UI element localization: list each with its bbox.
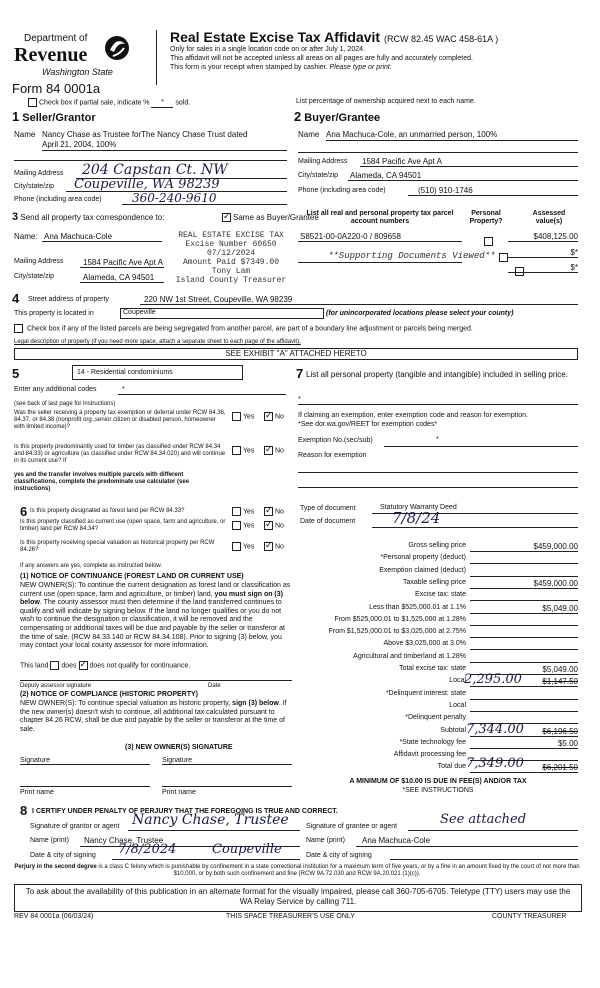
corr-name-rule [42,241,162,242]
partial-sale-row [28,98,190,108]
stamp-line3: 07/12/2024 [206,249,255,258]
dor-emblem-icon [104,32,130,66]
s6-q2: Is this property classified as current use (open space, farm and agriculture, or timber) land per RCW 84.34? [20,519,226,532]
stamp-line1: REAL ESTATE EXCISE TAX [178,231,284,240]
street-rule [140,304,578,305]
buyer-address-rule [360,166,578,167]
s5-q1-no [264,412,284,421]
s5-q2b: yes and the transfer involves multiple parcels with different classifications, complete the predominate use calculator (see instructions) [14,472,190,492]
calc-row [298,567,578,577]
see-back-note: (see back of last page for instructions) [14,401,116,407]
calc-row-label: Exemption claimed (deduct) [379,566,466,574]
calc-row-label: Above $3,025,000 at 3.0% [383,640,466,648]
calc-row-value[interactable]: $1,147.50 [542,677,578,687]
buyer-city-rule [348,180,578,181]
county-treasurer: COUNTY TREASURER [492,913,567,920]
new-owner-print2-label: Print name [162,789,196,796]
assessed-rule1 [508,241,578,242]
grantee-name-label: Name (print) [306,837,345,844]
partial-sale-label: Check box if partial sale, indicate % [39,99,150,107]
minimum-note: A MINIMUM OF $10.00 IS DUE IN FEE(S) AND/OR TAX [349,778,527,785]
notice2-text [20,700,296,734]
calc-row-label: *Delinquent penalty [405,714,466,722]
seller-name-line2[interactable]: April 21, 2004, 100% [42,140,117,149]
calc-row-rule [470,649,578,650]
calc-row-rule [470,637,578,638]
stamp-line6: Island County Treasurer [175,276,287,285]
corr-address-label: Mailing Address [14,258,64,265]
calc-row-label: *Personal property (deduct) [380,554,466,562]
reason-rule2 [298,487,578,488]
calc-row-label: Gross selling price [408,542,466,549]
notice2-title: (2) NOTICE OF COMPLIANCE (HISTORIC PROPERTY) [20,691,198,698]
s6-q3: Is this property receiving special valuation as historical property per RCW 84.26? [20,540,215,553]
personal-col-header: Personal Property? [469,210,503,225]
calc-row [298,665,578,675]
assessed-rule3 [508,272,578,273]
exempt-no-rule [384,446,578,447]
assessed-value[interactable]: $408,125.00 [533,232,578,241]
s6-note: If any answers are yes, complete as instructed below. [20,563,163,569]
header-note3b: Please type or print. [329,64,392,71]
calc-row-value[interactable]: $459,000.00 [533,542,578,551]
s6-q2-yes-checkbox[interactable] [232,521,241,530]
personal-property-rule [298,404,578,405]
land-qualify-row [20,661,190,670]
perjury-bold: Perjury in the second degree [14,864,97,870]
grantee-name-rule [356,846,578,847]
calc-row-rule [470,600,578,601]
calc-row-value[interactable]: $6,196.50 [542,726,578,736]
buyer-address-label: Mailing Address [298,158,348,165]
corr-address[interactable]: 1584 Pacific Ave Apt A [83,258,163,267]
grantor-name-label: Name (print) [30,837,69,844]
section7-title: List all personal property (tangible and intangible) included in selling price. [306,370,568,379]
section8-num: 8 [20,803,28,818]
accessibility-box: To ask about the availability of this publication in an alternate format for the visually impaired, please call 360-705-6705. Teletype (TTY) users may use the WA Relay Service by calling 711. [14,884,582,912]
buyer-name[interactable]: Ana Machuca-Cole, an unmarried person, 100% [326,130,498,139]
calc-row-label: *Delinquent interest: state [385,689,466,697]
segregated-checkbox[interactable] [14,324,23,333]
new-owner-sig1-label: Signature [20,757,50,764]
calc-row-label: Local [449,677,466,685]
form-title-ref: (RCW 82.45 WAC 458-61A ) [383,34,499,44]
grantor-city[interactable]: Coupeville [212,842,282,857]
notice1-title: (1) NOTICE OF CONTINUANCE (FOREST LAND OR CURRENT USE) [20,573,244,580]
parcel-rule1 [298,241,462,242]
calc-row [298,727,578,737]
seller-name-label: Name [14,130,36,139]
calc-row-label: From $525,000.01 to $1,525,000 at 1.28% [334,615,466,623]
assessed-col-header: Assessed value(s) [532,210,566,225]
located-select[interactable]: Coupeville [120,308,324,319]
calc-row-rule [470,699,578,700]
buyer-heading [294,111,380,124]
grantor-date-label: Date & city of signing [30,852,96,859]
sold-label: sold. [175,99,191,107]
seller-city-label: City/state/zip [14,183,55,190]
exempt-text: If claiming an exemption, enter exemption code and reason for exemption. [298,412,528,419]
calc-row-rule [470,551,578,552]
correspondence-num: 3 [12,211,19,223]
dept-line1: Department of [24,33,88,44]
calc-row [298,542,578,552]
calc-row-rule [470,613,578,614]
s5-q1-yes [232,412,254,421]
exempt-no-label: Exemption No.(sec/sub) [298,437,373,444]
calc-row-label: Total excise tax: state [399,665,466,672]
parcel-col-header: List all real and personal property tax parcel account numbers [306,210,454,225]
calc-row [298,616,578,626]
additional-codes-label: Enter any additional codes [14,386,97,393]
buyer-phone-label: Phone (including area code) [298,187,386,194]
s6-q1-yes-checkbox[interactable] [232,507,241,516]
s5-q1-no-checkbox[interactable] [264,412,273,421]
legal-label: Legal description of property (if you need more space, attach a separate sheet to each page of the affidavit). [14,339,301,345]
reason-rule1 [298,472,578,473]
calc-row [298,677,578,687]
s6-q3-no-checkbox[interactable] [264,542,273,551]
perjury-text: is a class C felony which is punishable by confinement in a state correctional institution for a maximum term of five years, or by a fine in an amount fixed by the court of not more than $10,000, or by both such confinement and fine (RCW 9A.72.030 and RCW 9A.20.021 (1)(c)). [98,864,580,877]
s6-q3-yes-label: Yes [243,543,255,551]
grantor-date-rule [112,859,300,860]
calc-row [298,690,578,700]
header-note2: This affidavit will not be accepted unless all areas on all pages are fully and accurately completed. [170,55,473,62]
seller-phone-label: Phone (including area code) [14,196,102,203]
s6-q1-yes-label: Yes [243,508,255,516]
same-as-buyer-label: Same as Buyer/Grantee [233,213,319,222]
dept-line2: Revenue [14,44,88,66]
grantee-sig-rule [408,830,578,831]
seller-address-label: Mailing Address [14,170,64,177]
legal-description[interactable]: SEE EXHIBIT "A" ATTACHED HERETO [14,348,578,360]
calc-row-rule [470,563,578,564]
calc-row-value[interactable]: $5.00 [557,738,578,748]
s5-q2-yes [232,446,254,455]
does-checkbox[interactable] [50,661,59,670]
calc-row-value[interactable]: $459,000.00 [533,578,578,588]
deputy-sig-label: Deputy assessor signature [20,683,92,689]
s5-q2-yes-label: Yes [243,447,255,455]
seller-city[interactable]: Coupeville, WA 98239 [74,177,220,192]
stamp-line2: Excise Number 60650 [185,240,277,249]
s5-q1-yes-checkbox[interactable] [232,412,241,421]
see-instructions: *SEE INSTRUCTIONS [402,787,474,794]
calc-row [298,653,578,663]
grantee-sig-label: Signature of grantee or agent [306,823,398,830]
corr-address-rule [80,267,164,268]
parcel-number[interactable]: S8521-00-0A220-0 / 809658 [300,232,401,241]
new-owner-print2-rule [162,786,292,787]
exempt-no-value[interactable]: * [436,436,439,443]
calc-row-rule [470,748,578,749]
buyer-name-rule2 [298,152,578,153]
notice2-text-b: . If the new owner(s) doesn't wish to continue, all additional tax calculated pursuant to chapter 84.26 RCW, shall be due and payable by the seller or transferor at the time of sale. [20,700,287,733]
seller-name-line1[interactable]: Nancy Chase as Trustee forThe Nancy Chase Trust dated [42,130,248,139]
buyer-city[interactable]: Alameda, CA 94501 [350,171,422,180]
buyer-name-rule [326,140,578,141]
buyer-address[interactable]: 1584 Pacific Ave Apt A [362,157,442,166]
seller-title: Seller/Grantor [22,112,96,124]
seller-name-rule2 [14,160,287,161]
perjury-notice [14,864,580,878]
parcel-rule2 [298,262,462,263]
buyer-phone[interactable]: (510) 910-1746 [418,186,473,195]
calc-row-rule [470,711,578,712]
calc-row [298,628,578,638]
partial-sale-checkbox[interactable] [28,98,37,107]
street-address[interactable]: 220 NW 1st Street, Coupeville, WA 98239 [144,295,293,304]
land-label: This land [20,662,49,670]
same-as-buyer-checkbox[interactable] [222,213,231,222]
calc-row [298,714,578,724]
buyer-phone-rule [408,195,578,196]
s6-q1-no-label: No [275,508,284,516]
calc-row-label: Subtotal [440,726,466,734]
form-number: Form 84 0001a [12,81,101,96]
grantor-signature[interactable]: Nancy Chase, Trustee [132,812,289,828]
s6-q1-no [264,507,284,516]
located-label: This property is located in [14,310,94,317]
calc-row-label: From $1,525,000.01 to $3,025,000 at 2.75% [328,628,466,636]
s5-q2-no-label: No [275,447,284,455]
dept-line3: Washington State [42,67,113,77]
header-note3 [170,64,392,72]
calc-row-label: Excise tax: state [415,591,466,599]
corr-city-label: City/state/zip [14,273,55,280]
s6-q3-yes [232,542,254,551]
s6-q2-no-label: No [275,522,284,530]
calc-row-label: Taxable selling price [402,578,466,586]
calc-row [298,604,578,614]
corr-city-rule [80,282,164,283]
calc-row-rule [470,662,578,663]
additional-codes-rule [118,394,286,395]
s6-q3-yes-checkbox[interactable] [232,542,241,551]
calc-row-value[interactable]: $5,049.00 [542,665,578,674]
hw-subtotal[interactable]: 7,344.00 [466,722,524,737]
s6-q2-no-checkbox[interactable] [264,521,273,530]
seller-heading [12,111,96,124]
grantee-name[interactable]: Ana Machuca-Cole [362,836,431,845]
certify-text: I CERTIFY UNDER PENALTY OF PERJURY THAT THE FOREGOING IS TRUE AND CORRECT. [32,808,338,815]
new-owner-print1-rule [20,786,150,787]
doc-type-value[interactable]: Statutory Warranty Deed [380,504,457,511]
hw-local[interactable]: 2,295.00 [464,672,522,687]
corr-name-label: Name: [14,232,38,241]
calc-row [298,591,578,601]
s5-q2-yes-checkbox[interactable] [232,446,241,455]
corr-city[interactable]: Alameda, CA 94501 [83,273,155,282]
calc-row-label: *State technology fee [399,738,466,746]
s5-q2-no-checkbox[interactable] [264,446,273,455]
s6-q3-no [264,542,284,551]
reason-label: Reason for exemption [298,452,367,459]
calc-row [298,702,578,712]
additional-codes-value[interactable]: * [122,386,125,393]
calc-row-rule [470,772,578,773]
seller-name-rule [42,150,287,151]
notice3-title: (3) NEW OWNER(S) SIGNATURE [125,744,233,751]
form-title [170,29,498,47]
header-note3-text: This form is your receipt when stamped by cashier. [170,64,328,71]
treasurer-stamp [168,231,294,285]
segregated-label: Check box if any of the listed parcels are being segregated from another parcel, are part of a boundary line adjustment or parcels being merged. [26,325,473,333]
seller-phone[interactable]: 360-240-9610 [132,191,217,205]
supporting-docs-stamp: **Supporting Documents Viewed** [328,251,496,261]
s6-q2-no [264,521,284,530]
notice2-text-a: NEW OWNER(S): To continue special valuation as historic property, [20,700,231,707]
notice1-text-a: NEW OWNER(S): To continue the current designation as forest land or classification as current use (open space, farm and agriculture, or timber) land, [20,582,291,598]
s5-q2-no [264,446,284,455]
calc-row-value[interactable]: $6,201.50 [542,763,578,773]
does-not-checkbox[interactable] [79,661,88,670]
deputy-date-label: Date [208,683,221,689]
calc-row [298,554,578,564]
assessed-rule2 [508,257,578,258]
calc-row-label: Less than $525,000.01 at 1.1% [369,603,466,611]
s5-q2: Is this property predominantly used for timber (as classified under RCW 84.34 and 84.33) or agriculture (as classified under RCW 84.34.020) and will continue in its current use? If [14,444,226,464]
deputy-sig-rule [20,680,292,681]
seller-phone-rule [122,204,287,205]
exempt-see: *See dor.wa.gov/REET for exemption codes* [298,421,438,428]
calc-row-label: Affidavit processing fee [393,751,466,759]
doc-date-value[interactable]: 7/8/24 [392,509,441,527]
s6-q3-no-label: No [275,543,284,551]
grantor-sig-label: Signature of grantor or agent [30,823,120,830]
calc-row [298,763,578,773]
grantor-date[interactable]: 7/8/2024 [118,842,177,857]
partial-pct[interactable]: * [151,99,173,108]
personal-property-checkbox1[interactable] [484,237,493,246]
hw-total[interactable]: 7,349.00 [466,756,524,771]
doc-type-label: Type of document [300,505,356,512]
does-not-label: does not qualify for continuance. [89,662,191,670]
street-label: Street address of property [28,296,109,303]
grantee-signature[interactable]: See attached [440,812,527,827]
grantee-date-label: Date & city of signing [306,852,372,859]
buyer-city-label: City/state/zip [298,172,339,179]
form-title-text: Real Estate Excise Tax Affidavit [170,29,381,45]
calc-row [298,640,578,650]
ownership-note: List percentage of ownership acquired next to each name. [296,98,476,105]
stamp-line4: Amount Paid $7349.00 [182,258,279,267]
corr-name[interactable]: Ana Machuca-Cole [44,232,113,241]
treasurer-only: THIS SPACE TREASURER'S USE ONLY [226,913,355,920]
assessed-blank1[interactable]: $* [570,248,578,257]
grantee-date-rule [390,859,578,860]
new-owner-print1-label: Print name [20,789,54,796]
does-label: does [61,662,77,670]
property-num: 4 [12,291,20,306]
use-code-select[interactable]: 14 - Residential condominiums [72,365,243,380]
buyer-num: 2 [294,109,302,124]
s6-q1: Is this property designated as forest land per RCW 84.33? [30,508,185,514]
calc-row [298,739,578,749]
calc-row-rule [470,576,578,577]
calc-row-rule [470,625,578,626]
doc-date-rule [372,527,578,528]
calc-row [298,579,578,589]
grantor-sig-rule [128,830,300,831]
notice2-bold: sign (3) below [232,700,279,707]
notice1-text-b: . The county assessor must then determine if the land transferred continues to qualify and will indicate by signing below. If the land no longer qualifies or you do not wish to continue the designation or classification, it will be removed and the compensating or additional taxes will be due and payable by the seller or transferor at the time of sale. (RCW 84.33.140 or RCW 84.34.108). Prior to signing (3) below, you may contact your local county assessor for more information. [20,599,285,650]
section5-num: 5 [12,366,20,381]
seller-address[interactable]: 204 Capstan Ct. NW [82,162,228,178]
notice1-bold: you must sign on (3) below [20,590,283,607]
s6-q2-yes [232,521,254,530]
calc-row [298,751,578,761]
s5-q1-yes-label: Yes [243,413,255,421]
calc-row-rule [470,588,578,589]
s5-q1-no-label: No [275,413,284,421]
header-note1: Only for sales in a single location code on or after July 1, 2024. [170,46,365,53]
new-owner-sig2-label: Signature [162,757,192,764]
header-divider [156,30,157,85]
seller-num: 1 [12,109,20,124]
section6-num: 6 [20,504,28,519]
grantor-name[interactable]: Nancy Chase, Trustee [84,836,164,845]
dor-logo [14,30,132,82]
s6-q2-yes-label: Yes [243,522,255,530]
assessed-blank2[interactable]: $* [570,263,578,272]
notice1-text [20,582,296,651]
personal-property-value[interactable]: * [298,396,301,403]
rev-number: REV 84 0001a (06/03/24) [14,913,94,920]
s6-q1-yes [232,507,254,516]
buyer-title: Buyer/Grantee [304,112,381,124]
s6-q1-no-checkbox[interactable] [264,507,273,516]
calc-row-label: Agricultural and timberland at 1.28% [353,652,466,660]
correspondence-heading [12,213,164,222]
correspondence-title: Send all property tax correspondence to: [20,213,165,222]
doc-date-label: Date of document [300,518,356,525]
stamp-line5: Tony Lam [211,267,251,276]
s5-q1: Was the seller receiving a property tax exemption or deferral under RCW 84.36, 84.37, or 84.38 (nonprofit org.,senior citizen or disabled person, homeowner with limited income)? [14,410,226,430]
buyer-name-label: Name [298,130,320,139]
section7-num: 7 [296,366,304,381]
calc-row-value[interactable]: $5,049.00 [542,603,578,613]
located-note: (for unincorporated locations please select your county) [326,310,514,317]
segregated-row [14,324,473,333]
calc-row-label: Local [449,701,466,709]
calc-row-label: Total due [437,763,466,771]
